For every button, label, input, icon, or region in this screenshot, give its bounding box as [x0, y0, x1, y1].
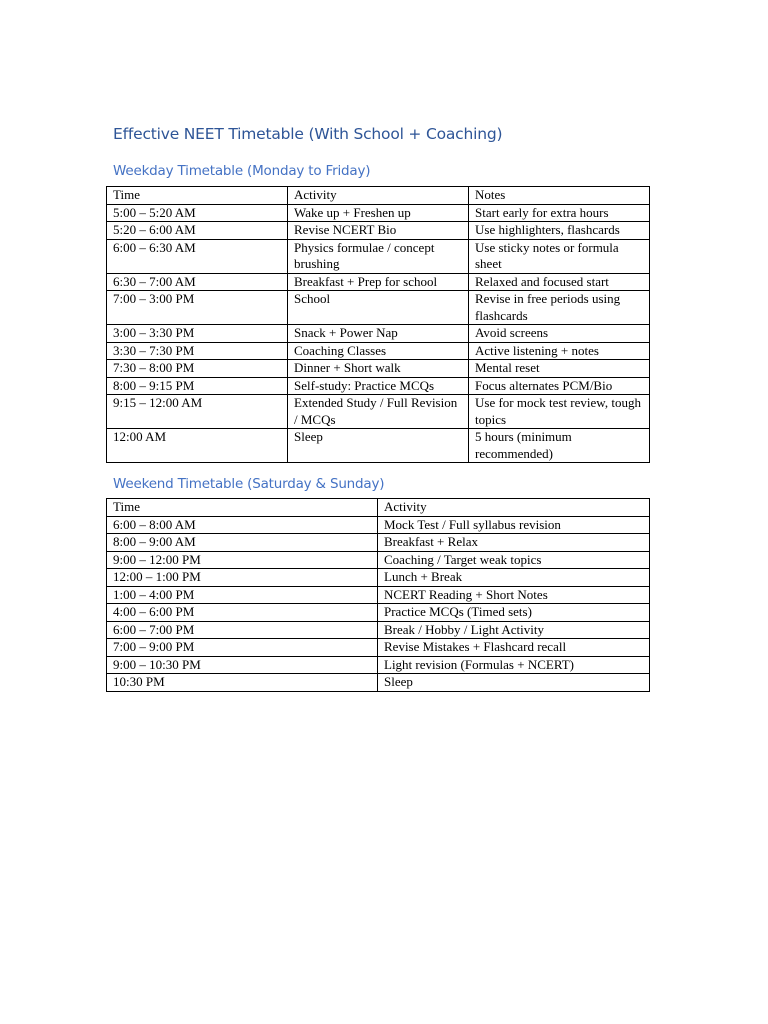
cell-time: 4:00 – 6:00 PM — [107, 604, 378, 622]
cell-activity: Light revision (Formulas + NCERT) — [378, 656, 650, 674]
page-title: Effective NEET Timetable (With School + Coaching) — [113, 125, 503, 143]
cell-time: 6:30 – 7:00 AM — [107, 273, 288, 291]
cell-notes: Focus alternates PCM/Bio — [469, 377, 650, 395]
cell-time: 12:00 AM — [107, 429, 288, 463]
cell-time: 6:00 – 6:30 AM — [107, 239, 288, 273]
cell-notes: Mental reset — [469, 360, 650, 378]
weekend-table — [106, 498, 650, 692]
cell-activity: NCERT Reading + Short Notes — [378, 586, 650, 604]
table-row — [107, 204, 650, 222]
table-row — [107, 604, 650, 622]
cell-time: 5:00 – 5:20 AM — [107, 204, 288, 222]
table-row — [107, 360, 650, 378]
cell-activity: Practice MCQs (Timed sets) — [378, 604, 650, 622]
weekday-table — [106, 186, 650, 463]
cell-notes: Start early for extra hours — [469, 204, 650, 222]
table-row — [107, 656, 650, 674]
cell-time: 9:00 – 10:30 PM — [107, 656, 378, 674]
cell-time: 1:00 – 4:00 PM — [107, 586, 378, 604]
column-header-time: Time — [107, 499, 378, 517]
cell-time: 12:00 – 1:00 PM — [107, 569, 378, 587]
table-row — [107, 395, 650, 429]
cell-notes: Active listening + notes — [469, 342, 650, 360]
table-header-row — [107, 187, 650, 205]
cell-notes: Relaxed and focused start — [469, 273, 650, 291]
table-row — [107, 342, 650, 360]
cell-activity: Mock Test / Full syllabus revision — [378, 516, 650, 534]
table-row — [107, 639, 650, 657]
cell-notes: Revise in free periods using flashcards — [469, 291, 650, 325]
cell-notes: Use sticky notes or formula sheet — [469, 239, 650, 273]
cell-activity: Revise Mistakes + Flashcard recall — [378, 639, 650, 657]
cell-activity: Physics formulae / concept brushing — [288, 239, 469, 273]
cell-activity: Breakfast + Relax — [378, 534, 650, 552]
cell-notes: 5 hours (minimum recommended) — [469, 429, 650, 463]
cell-time: 9:00 – 12:00 PM — [107, 551, 378, 569]
table-row — [107, 325, 650, 343]
cell-activity: Coaching Classes — [288, 342, 469, 360]
table-row — [107, 273, 650, 291]
cell-notes: Avoid screens — [469, 325, 650, 343]
table-row — [107, 569, 650, 587]
table-row — [107, 291, 650, 325]
cell-time: 5:20 – 6:00 AM — [107, 222, 288, 240]
cell-time: 3:30 – 7:30 PM — [107, 342, 288, 360]
table-row — [107, 674, 650, 692]
cell-time: 8:00 – 9:00 AM — [107, 534, 378, 552]
cell-notes: Use for mock test review, tough topics — [469, 395, 650, 429]
column-header-notes: Notes — [469, 187, 650, 205]
cell-time: 8:00 – 9:15 PM — [107, 377, 288, 395]
cell-notes: Use highlighters, flashcards — [469, 222, 650, 240]
cell-time: 10:30 PM — [107, 674, 378, 692]
cell-activity: Coaching / Target weak topics — [378, 551, 650, 569]
cell-activity: Extended Study / Full Revision / MCQs — [288, 395, 469, 429]
cell-activity: Revise NCERT Bio — [288, 222, 469, 240]
table-row — [107, 516, 650, 534]
cell-activity: School — [288, 291, 469, 325]
cell-activity: Sleep — [288, 429, 469, 463]
cell-time: 7:30 – 8:00 PM — [107, 360, 288, 378]
cell-time: 7:00 – 9:00 PM — [107, 639, 378, 657]
cell-time: 7:00 – 3:00 PM — [107, 291, 288, 325]
column-header-activity: Activity — [288, 187, 469, 205]
table-row — [107, 239, 650, 273]
cell-activity: Wake up + Freshen up — [288, 204, 469, 222]
weekday-heading: Weekday Timetable (Monday to Friday) — [113, 163, 371, 179]
cell-activity: Snack + Power Nap — [288, 325, 469, 343]
table-row — [107, 377, 650, 395]
cell-activity: Dinner + Short walk — [288, 360, 469, 378]
table-row — [107, 551, 650, 569]
column-header-activity: Activity — [378, 499, 650, 517]
cell-activity: Sleep — [378, 674, 650, 692]
table-row — [107, 621, 650, 639]
weekend-heading: Weekend Timetable (Saturday & Sunday) — [113, 476, 385, 492]
cell-activity: Breakfast + Prep for school — [288, 273, 469, 291]
column-header-time: Time — [107, 187, 288, 205]
table-row — [107, 222, 650, 240]
table-row — [107, 534, 650, 552]
table-row — [107, 586, 650, 604]
table-row — [107, 429, 650, 463]
cell-activity: Self-study: Practice MCQs — [288, 377, 469, 395]
table-header-row — [107, 499, 650, 517]
cell-time: 9:15 – 12:00 AM — [107, 395, 288, 429]
cell-time: 3:00 – 3:30 PM — [107, 325, 288, 343]
cell-activity: Lunch + Break — [378, 569, 650, 587]
cell-time: 6:00 – 8:00 AM — [107, 516, 378, 534]
cell-activity: Break / Hobby / Light Activity — [378, 621, 650, 639]
cell-time: 6:00 – 7:00 PM — [107, 621, 378, 639]
